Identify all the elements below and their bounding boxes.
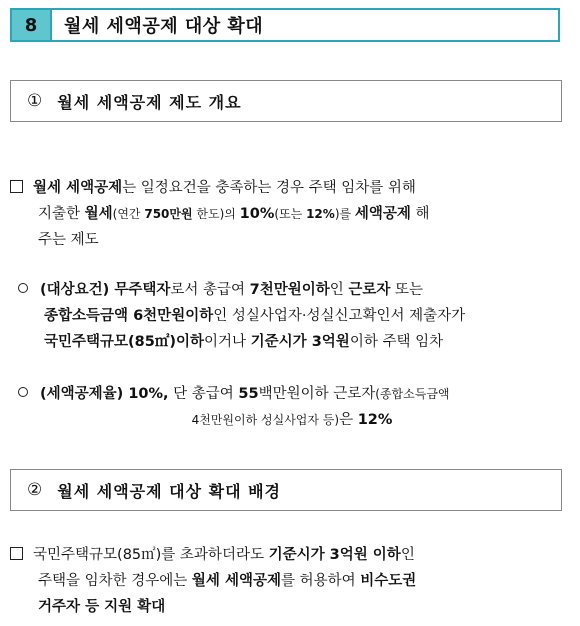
text: 12% [306,207,335,221]
text: 은 [339,412,358,428]
text: 세액공제 [354,206,411,222]
header-number: 8 [12,10,52,40]
text: 기준시가 3억원 [250,334,350,350]
text: 월세 [84,206,113,222]
text: 주는 제도 [38,232,99,248]
text: 인 [400,547,415,563]
text: 주택을 임차한 경우에는 [38,573,192,589]
section-1-title: 월세 세액공제 제도 개요 [57,92,242,112]
bullet-circle-icon [18,283,28,293]
section-1-box [10,80,562,122]
checkbox-square-icon [10,180,23,193]
text: 7천만원이하 [249,282,330,298]
text: 백만원이하 근로자 [258,386,376,402]
text: 비수도권 [360,573,417,589]
text: 55 [238,386,259,402]
text: (또는 [274,207,307,221]
checkbox-square-icon [10,547,23,560]
text: 는 일정요건을 충족하는 경우 주택 임차를 위해 [122,180,416,196]
text: 월세 세액공제 [33,180,123,196]
text: 이거나 [204,334,251,350]
text: (세액공제율) 10%, [40,386,169,402]
text: 한도)의 [192,207,240,221]
text: 지출한 [38,206,85,222]
eligibility-bullet [18,277,566,355]
text: 인 성실사업자·성실신고확인서 제출자가 [213,308,466,324]
text: )를 [334,207,355,221]
text: 12% [357,412,393,428]
text: 단 총급여 [168,386,239,402]
text: 거주자 등 지원 확대 [38,599,166,615]
overview-paragraph [10,175,565,253]
text: 무주택자 [114,282,171,298]
text: 월세 세액공제 [191,573,281,589]
text: 를 허용하여 [281,573,361,589]
rate-bullet [18,381,566,433]
text: 이하 주택 임차 [349,334,444,350]
text: 4천만원이하 성실사업자 등) [191,413,340,427]
text: 종합소득금액 6천만원이하 [44,308,214,324]
text: 기준시가 3억원 이하 [268,547,401,563]
section-1-marker: ① [27,91,44,111]
text: 국민주택규모(85㎡)를 초과하더라도 [33,547,269,563]
text: 국민주택규모(85㎡)이하 [44,334,204,350]
header-bar [10,8,560,42]
text: 인 [329,282,349,298]
text: 해 [410,206,430,222]
text: (연간 [112,207,145,221]
text: 10% [239,206,275,222]
section-2-marker: ② [27,480,44,500]
text: 로서 총급여 [170,282,250,298]
text: 근로자 [348,282,391,298]
text: (종합소득금액 [375,387,450,401]
section-2-box [10,469,562,511]
background-paragraph [10,542,565,620]
section-2-title: 월세 세액공제 대상 확대 배경 [57,481,282,501]
page-title: 월세 세액공제 대상 확대 [64,16,264,37]
text: 또는 [390,282,424,298]
text: (대상요건) [40,282,115,298]
bullet-circle-icon [18,387,28,397]
text: 750만원 [144,207,193,221]
